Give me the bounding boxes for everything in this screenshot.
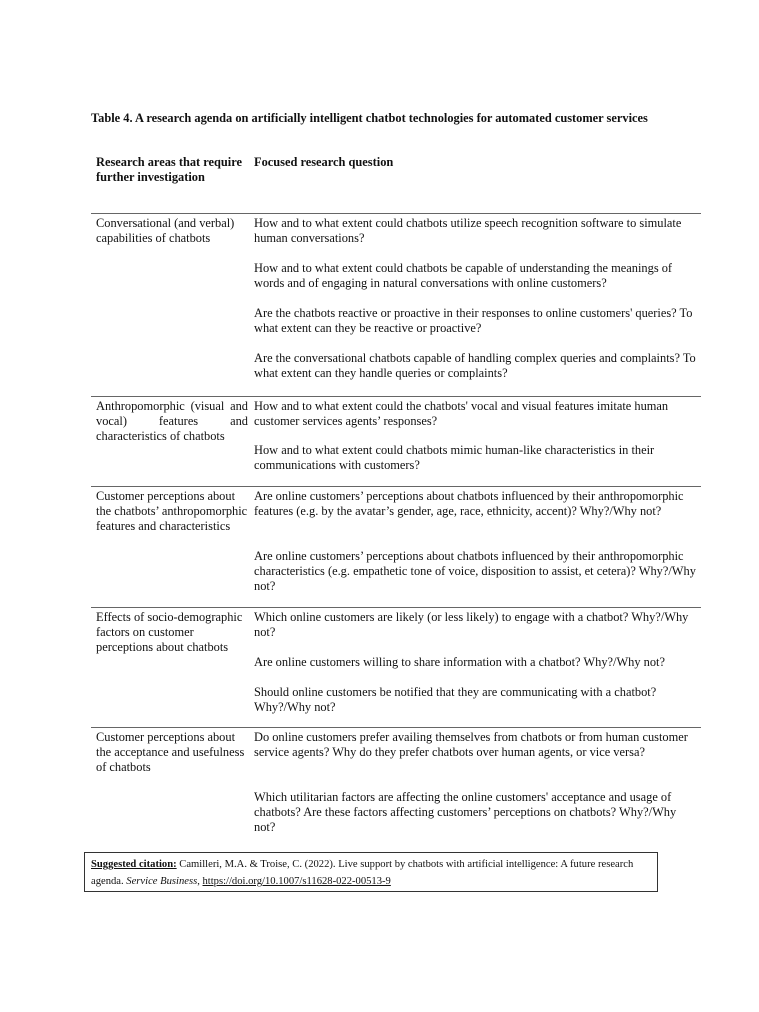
citation-journal: Service Business (126, 876, 198, 887)
research-question: Which utilitarian factors are affecting the online customers' acceptance and usage of chatbots? Are these factors affecting customers’ perceptions on chatbots? Why?/Why not? (254, 790, 677, 834)
header-focused-question: Focused research question (254, 155, 394, 169)
header-research-areas: Research areas that require further investigation (96, 155, 243, 184)
citation-label: Suggested citation: (91, 859, 177, 870)
research-question: Which online customers are likely (or less likely) to engage with a chatbot? Why?/Why not? (254, 610, 689, 639)
research-question: How and to what extent could chatbots be capable of understanding the meanings of words and of engaging in natural conversations with online customers? (254, 261, 673, 290)
table-rule (91, 607, 701, 608)
research-area-perceptions-anthropomorphic: Customer perceptions about the chatbots’ anthropomorphic features and characteristics (96, 489, 248, 533)
citation-text: Camilleri, M.A. & Troise, C. (2022). Live support by chatbots with artificial intelligence: A future research agenda. (91, 859, 634, 887)
research-question: Are the conversational chatbots capable of handling complex queries and complaints? To what extent can they handle queries or complaints? (254, 351, 696, 380)
table-caption: Table 4. A research agenda on artificially intelligent chatbot technologies for automated customer services (91, 111, 648, 125)
research-area-acceptance-usefulness: Customer perceptions about the acceptance and usefulness of chatbots (96, 730, 245, 774)
table-rule (91, 396, 701, 397)
research-question: How and to what extent could chatbots mimic human-like characteristics in their communications with customers? (254, 443, 655, 472)
table-rule (91, 486, 701, 487)
research-question: Are online customers willing to share information with a chatbot? Why?/Why not? (254, 655, 665, 669)
citation-separator: , (197, 876, 203, 887)
research-question: Do online customers prefer availing themselves from chatbots or from human customer service agents? Why do they prefer chatbots over human agents, or vice versa? (254, 730, 688, 759)
table-rule (91, 727, 701, 728)
research-area-anthropomorphic: Anthropomorphic (visual and vocal) features and characteristics of chatbots (96, 399, 248, 443)
suggested-citation-box (84, 852, 658, 892)
research-question: Are online customers’ perceptions about chatbots influenced by their anthropomorphic features (e.g. by the avatar’s gender, age, race, ethnicity, accent)? Why?/Why not? (254, 489, 684, 518)
research-question: How and to what extent could chatbots utilize speech recognition software to simulate human conversations? (254, 216, 682, 245)
table-rule (91, 213, 701, 214)
research-question: Are online customers’ perceptions about chatbots influenced by their anthropomorphic characteristics (e.g. empathetic tone of voice, disposition to assist, et cetera)? Why?/Why not? (254, 549, 696, 593)
citation-doi-link[interactable]: https://doi.org/10.1007/s11628-022-00513-9 (202, 876, 391, 887)
research-question: Are the chatbots reactive or proactive in their responses to online customers' queries? To what extent can they be reactive or proactive? (254, 306, 693, 335)
research-area-conversational: Conversational (and verbal) capabilities of chatbots (96, 216, 235, 245)
research-area-socio-demographic: Effects of socio-demographic factors on customer perceptions about chatbots (96, 610, 243, 654)
research-question: How and to what extent could the chatbots' vocal and visual features imitate human customer services agents’ responses? (254, 399, 669, 428)
research-question: Should online customers be notified that they are communicating with a chatbot? Why?/Why not? (254, 685, 657, 714)
